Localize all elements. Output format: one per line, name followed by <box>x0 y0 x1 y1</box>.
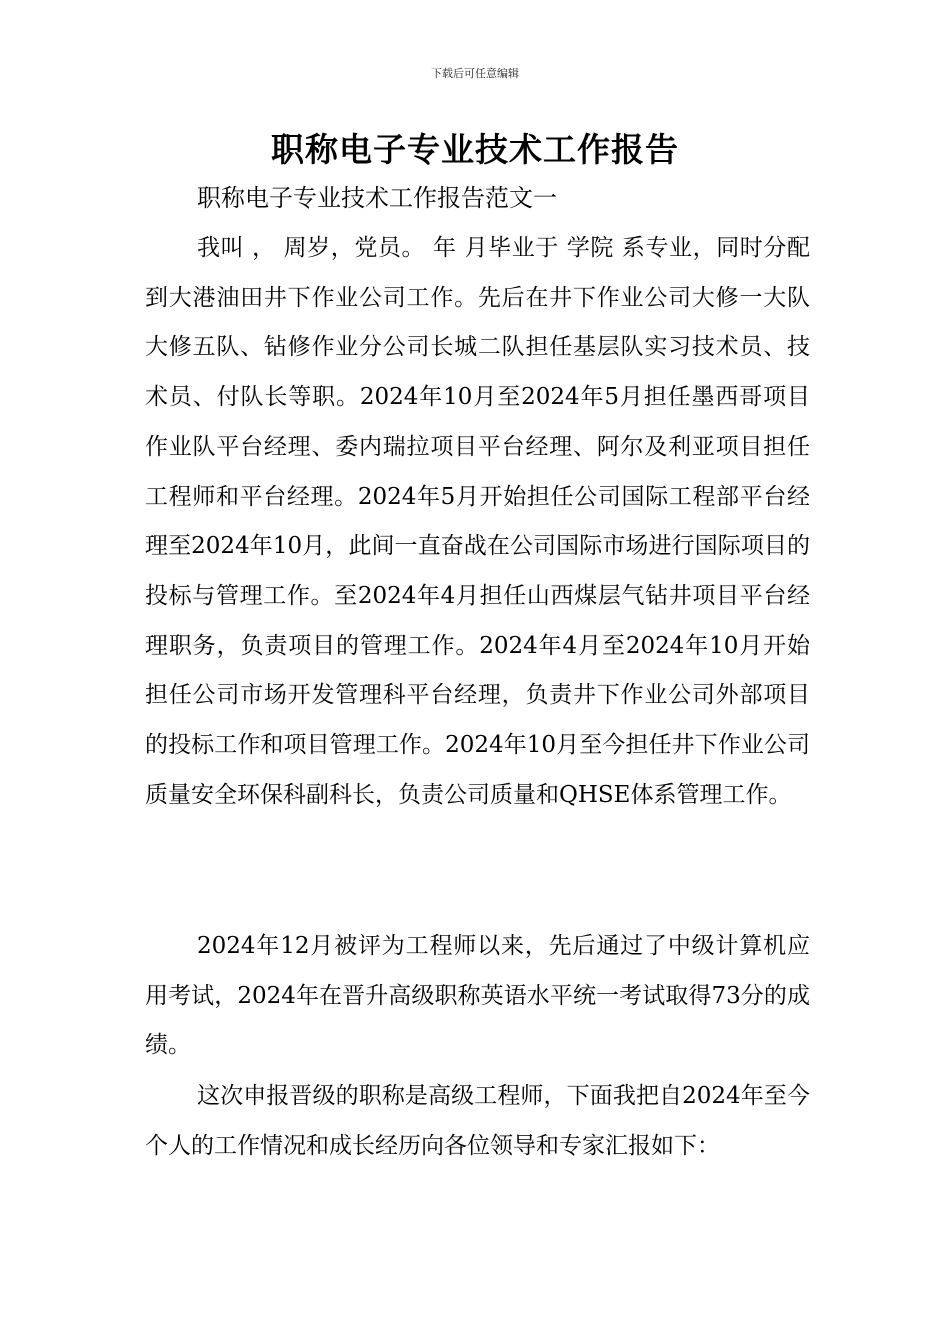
document-subtitle: 职称电子专业技术工作报告范文一 <box>197 184 557 212</box>
paragraph-3: 这次申报晋级的职称是高级工程师，下面我把自2024年至今个人的工作情况和成长经历向各位领导和专家汇报如下： <box>145 1083 810 1159</box>
header-note: 下载后可任意编辑 <box>431 67 519 80</box>
paragraph-1: 我叫 ， 周岁，党员。 年 月毕业于 学院 系专业，同时分配到大港油田井下作业公司工作。先后在井下作业公司大修一大队大修五队、钻修作业分公司长城二队担任基层队实习技术员、技术员、付队长等职。2024年10月至2024年5月担任墨西哥项目作业队平台经理、委内瑞拉项目平台经理、阿尔及利亚项目担任工程师和平台经理。2024年5月开始担任公司国际工程部平台经理至2024年10月，此间一直奋战在公司国际市场进行国际项目的投标与管理工作。至2024年4月担任山西煤层气钻井项目平台经理职务，负责项目的管理工作。2024年4月至2024年10月开始担任公司市场开发管理科平台经理，负责井下作业公司外部项目的投标工作和项目管理工作。2024年10月至今担任井下作业公司质量安全环保科副科长，负责公司质量和QHSE体系管理工作。 <box>145 235 810 808</box>
document-title: 职称电子专业技术工作报告 <box>271 130 679 169</box>
paragraph-2: 2024年12月被评为工程师以来，先后通过了中级计算机应用考试，2024年在晋升高级职称英语水平统一考试取得73分的成绩。 <box>145 933 810 1059</box>
